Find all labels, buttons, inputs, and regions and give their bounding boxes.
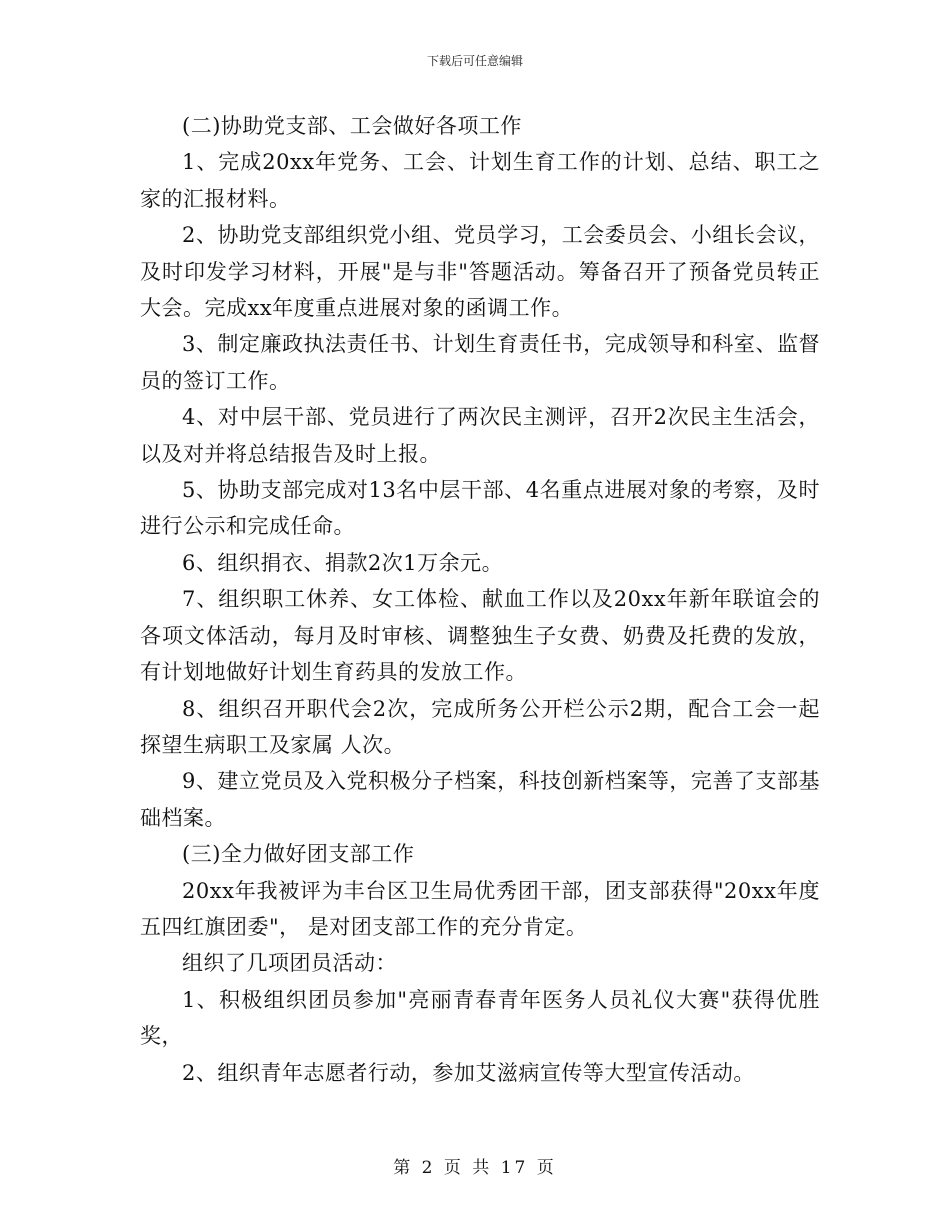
list-item: 7、组织职工休养、女工体检、献血工作以及20xx年新年联谊会的各项文体活动，每月及时审核、调整独生子女费、奶费及托费的发放，有计划地做好计划生育药具的发放工作。	[140, 587, 820, 685]
body-paragraph: 20xx年我被评为丰台区卫生局优秀团干部，团支部获得"20xx年度五四红旗团委"， 是对团支部工作的充分肯定。	[140, 878, 820, 939]
list-item: 1、积极组织团员参加"亮丽青春青年医务人员礼仪大赛"获得优胜奖，	[140, 987, 820, 1049]
list-item: 1、完成20xx年党务、工会、计划生育工作的计划、总结、职工之家的汇报材料。	[140, 150, 820, 211]
page-number: 第 2 页 共 17 页	[393, 1158, 557, 1178]
list-item: 3、制定廉政执法责任书、计划生育责任书，完成领导和科室、监督员的签订工作。	[140, 332, 820, 393]
page-header: 下载后可任意编辑	[426, 54, 523, 68]
list-item: 2、协助党支部组织党小组、党员学习，工会委员会、小组长会议，及时印发学习材料，开展"是与非"答题活动。筹备召开了预备党员转正大会。完成xx年度重点进展对象的函调工作。	[140, 223, 820, 321]
document-body	[140, 108, 820, 1091]
list-item: 5、协助支部完成对13名中层干部、4名重点进展对象的考察，及时进行公示和完成任命。	[140, 478, 820, 539]
body-paragraph: 组织了几项团员活动：	[182, 951, 397, 976]
section-heading-youth-league: (三)全力做好团支部工作	[182, 842, 415, 867]
list-item: 4、对中层干部、党员进行了两次民主测评，召开2次民主生活会，以及对并将总结报告及时上报。	[140, 405, 820, 466]
list-item: 6、组织捐衣、捐款2次1万余元。	[182, 550, 504, 575]
list-item: 9、建立党员及入党积极分子档案，科技创新档案等，完善了支部基础档案。	[140, 769, 820, 830]
list-item: 8、组织召开职代会2次，完成所务公开栏公示2期，配合工会一起探望生病职工及家属 人次。	[140, 696, 820, 757]
list-item: 2、组织青年志愿者行动，参加艾滋病宣传等大型宣传活动。	[182, 1060, 755, 1085]
section-heading-party-union: (二)协助党支部、工会做好各项工作	[182, 114, 522, 138]
